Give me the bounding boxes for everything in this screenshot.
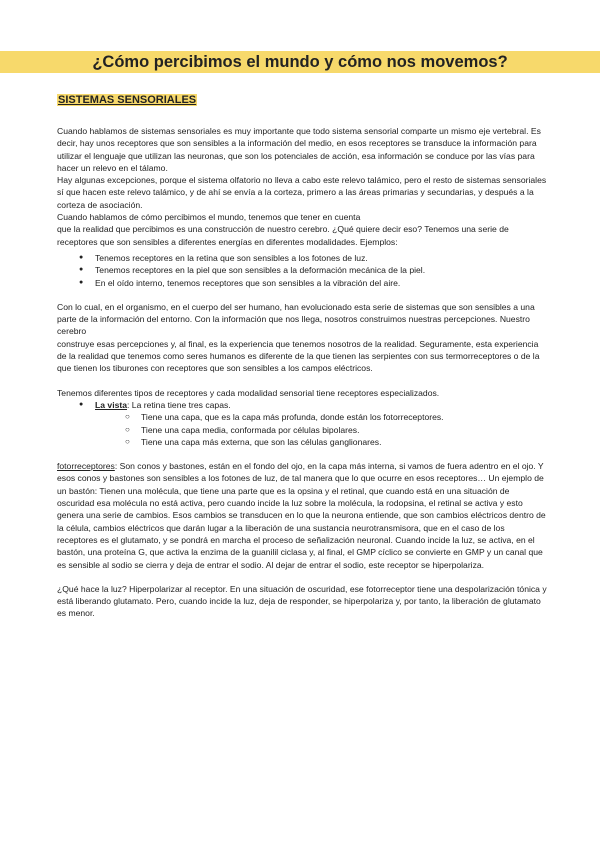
vista-label: La vista [95, 399, 128, 410]
list-item: ○ Tiene una capa media, conformada por células bipolares. [125, 424, 547, 436]
paragraph: Con lo cual, en el organismo, en el cuerpo del ser humano, han evolucionado esta serie de sistemas que son sensibles a una parte de la información del entorno. Con la información que nos llega, nosotros construimos nuestras percepciones. Nuestro cerebro [57, 301, 535, 337]
fotorreceptores-text: : Son conos y bastones, están en el fondo del ojo, en la capa más interna, si vamos de fuera adentro en el ojo. Y esos conos y bastones son sensibles a los fotones de luz, de tal manera que lo que ocurre en esos receptores… Un ejemplo de un bastón: Tienen una molécula, que tiene una parte que es la opsina y el retinal, que cuando está en una situación de oscuridad esa molécula no está activa, pero cuando incide la luz sobre la molécula, la rodopsina, el retinal se activa y esto genera una serie de cambios. Esos cambios se transducen en lo que la neurona entiende, que son cambios eléctricos dentro de la célula, cambios eléctricos que darán lugar a la liberación de una sustancia neurotransmisora, que en el caso de los receptores es el glutamato, y se pondrá en marcha el proceso de señalización neuronal. Cuando incide la luz, se activa, en el bastón, una proteína G, que activa la enzima de la guanilil ciclasa y, al final, el GMP cíclico se convierte en GMP y un canal que es sensible al sodio se cierra y deja de entrar el sodio. Al dejar de entrar el sodio, este receptor se hiperpolariza. [57, 461, 546, 570]
page-title: ¿Cómo percibimos el mundo y cómo nos movemos? [0, 51, 600, 73]
paragraph: ¿Qué hace la luz? Hiperpolarizar al receptor. En una situación de oscuridad, ese fotorreceptor tiene una despolarización tónica y está liberando glutamato. Pero, cuando incide la luz, deja de responder, se hiperpolariza y, por tanto, la liberación de glutamato es menor. [57, 583, 547, 619]
fotorreceptores-term: fotorreceptores [57, 461, 115, 472]
paragraph: Cuando hablamos de sistemas sensoriales es muy importante que todo sistema sensorial comparte un mismo eje vertebral. Es decir, hay unos receptores que son sensibles a la información del medio, en esos receptores se transduce la información para utilizar el lenguaje que utilizan las neuronas, que son los potenciales de acción, esa información se conduce por las vías para hacer un relevo en el tálamo. [57, 126, 541, 173]
vista-text: : La retina tiene tres capas. [127, 399, 231, 410]
paragraph [57, 460, 547, 571]
paragraph: que la realidad que percibimos es una construcción de nuestro cerebro. ¿Qué quiere decir eso? Tenemos una serie de receptores que son sensibles a diferentes energías en diferentes modalidades. Ejemplos: [57, 224, 509, 247]
document-body [57, 125, 547, 620]
paragraph: Tenemos diferentes tipos de receptores y cada modalidad sensorial tiene receptores especializados. [57, 387, 440, 398]
list-item: ● Tenemos receptores en la retina que son sensibles a los fotones de luz. [79, 252, 547, 264]
paragraph: Hay algunas excepciones, porque el sistema olfatorio no lleva a cabo este relevo talámico, pero el resto de sistemas sensoriales sí que hacen este relevo talámico, y de ahí se envía a la corteza, primero a las áreas primarias y secundarias, y después a la corteza de asociación. [57, 175, 547, 210]
list-item [79, 399, 547, 448]
list-item: ● En el oído interno, tenemos receptores que son sensibles a la vibración del aire. [79, 277, 547, 289]
paragraph: Cuando hablamos de cómo percibimos el mundo, tenemos que tener en cuenta [57, 212, 361, 223]
examples-list [57, 252, 547, 289]
vista-list [57, 399, 547, 448]
retina-layers-list [95, 411, 547, 448]
list-item: ○ Tiene una capa más externa, que son las células ganglionares. [125, 436, 547, 448]
list-item: ○ Tiene una capa, que es la capa más profunda, donde están los fotorreceptores. [125, 411, 547, 423]
paragraph: construye esas percepciones y, al final, es la experiencia que tenemos nosotros de la realidad. Seguramente, esta experiencia de la realidad que tenemos como seres humanos es diferente de la que tienen las serpientes con sus termorreceptores o de la que tienen los tiburones con receptores que son sensibles a los campos eléctricos. [57, 338, 540, 374]
list-item: ● Tenemos receptores en la piel que son sensibles a la deformación mecánica de la piel. [79, 264, 547, 276]
section-heading: SISTEMAS SENSORIALES [58, 94, 197, 106]
